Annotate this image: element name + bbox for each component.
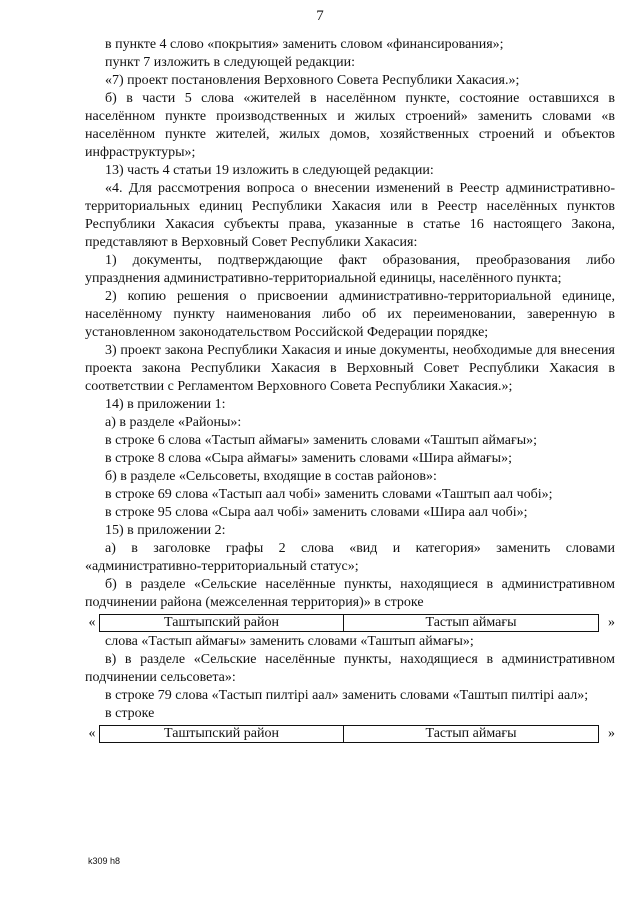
paragraph: в строке 8 слова «Сыра аймағы» заменить словами «Шира аймағы»;: [105, 451, 512, 466]
table-cell-district: Таштыпский район: [100, 725, 344, 742]
table-cell-district: Таштыпский район: [100, 614, 344, 631]
paragraph: а) в разделе «Районы»:: [105, 415, 242, 430]
paragraph: в пункте 4 слово «покрытия» заменить словом «финансирования»;: [105, 37, 504, 52]
open-quote: «: [88, 614, 96, 630]
open-quote: «: [88, 725, 96, 741]
paragraph: «4. Для рассмотрения вопроса о внесении изменений в Реестр административно-территориальных единиц Республики Хакасия или в Реестр населённых пунктов Республики Хакасия субъекты права, указанные в статье 16 настоящего Закона, представляют в Верховный Совет Республики Хакасия:: [85, 181, 615, 250]
paragraph: в строке 69 слова «Тастып аал чобі» заменить словами «Таштып аал чобі»;: [105, 487, 553, 502]
paragraph: 1) документы, подтверждающие факт образования, преобразования либо упразднения административно-территориальной единицы, населённого пункта;: [85, 253, 615, 286]
paragraph: пункт 7 изложить в следующей редакции:: [105, 55, 355, 70]
table-cell-name: Тастып аймағы: [344, 614, 599, 631]
footer-code: k309 h8: [88, 856, 121, 866]
quoted-table-row-2: [85, 724, 615, 743]
paragraph: б) в разделе «Сельсоветы, входящие в состав районов»:: [105, 469, 437, 484]
paragraph: 13) часть 4 статьи 19 изложить в следующей редакции:: [105, 163, 434, 178]
quoted-table-row-1: [85, 613, 615, 632]
page-number: 7: [316, 8, 324, 24]
paragraph: в) в разделе «Сельские населённые пункты, находящиеся в административном подчинении сельсовета»:: [85, 652, 615, 685]
paragraph: слова «Тастып аймағы» заменить словами «Таштып аймағы»;: [105, 634, 474, 649]
table-cell-name: Тастып аймағы: [344, 725, 599, 742]
paragraph: б) в разделе «Сельские населённые пункты, находящиеся в административном подчинении района (межселенная территория)» в строке: [85, 577, 615, 610]
paragraph: в строке 95 слова «Сыра аал чобі» заменить словами «Шира аал чобі»;: [105, 505, 528, 520]
paragraph: 3) проект закона Республики Хакасия и иные документы, необходимые для внесения проекта закона Республики Хакасия в Верховный Совет Республики Хакасия в соответствии с Регламентом Верховного Совета Республики Хакасия.»;: [85, 343, 615, 394]
paragraph: 2) копию решения о присвоении административно-территориальной единице, населённому пункту наименования либо об их переименовании, заверенную в установленном законодательством Российской Федерации порядке;: [85, 289, 615, 340]
paragraph: а) в заголовке графы 2 слова «вид и категория» заменить словами «административно-территориальный статус»;: [85, 541, 615, 574]
paragraph: в строке 79 слова «Тастып пилтірі аал» заменить словами «Таштып пилтірі аал»;: [105, 688, 589, 703]
close-quote: »: [608, 725, 615, 741]
paragraph: «7) проект постановления Верховного Совета Республики Хакасия.»;: [105, 73, 520, 88]
paragraph: в строке 6 слова «Тастып аймағы» заменить словами «Таштып аймағы»;: [105, 433, 538, 448]
paragraph: 15) в приложении 2:: [105, 523, 226, 538]
inline-table: [99, 614, 599, 632]
inline-table: [99, 725, 599, 743]
paragraph: б) в части 5 слова «жителей в населённом пункте, состояние оставшихся в населённом пункте производственных и жилых строений» заменить словами «в населённом пункте жителей, жилых домов, хозяйственных строений и объектов инфраструктуры»;: [85, 91, 615, 160]
document-body: [85, 36, 615, 744]
close-quote: »: [608, 614, 615, 630]
paragraph: в строке: [105, 706, 155, 721]
paragraph: 14) в приложении 1:: [105, 397, 226, 412]
